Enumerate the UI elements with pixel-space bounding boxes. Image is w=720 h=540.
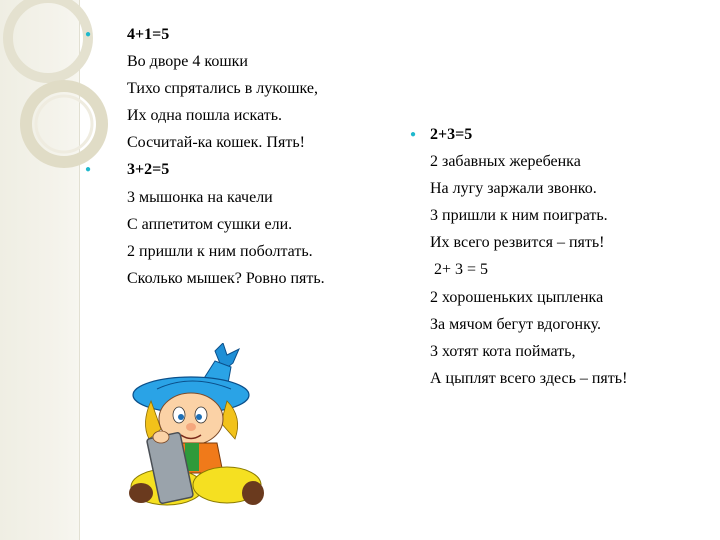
poem2-line: 3 мышонка на качели bbox=[127, 188, 273, 206]
poem3-line: А цыплят всего здесь – пять! bbox=[430, 369, 628, 387]
poem1-line: Во дворе 4 кошки bbox=[127, 53, 248, 71]
poem3-line: На лугу заржали звонко. bbox=[430, 180, 597, 198]
poem2-line: С аппетитом сушки ели. bbox=[127, 215, 293, 233]
bullet-icon: ● bbox=[85, 29, 92, 40]
gnome-illustration bbox=[127, 343, 264, 512]
poem1-line: Тихо спрятались в лукошке, bbox=[127, 80, 319, 98]
poem1-line: Сосчитай-ка кошек. Пять! bbox=[127, 134, 305, 152]
poem3-line: За мячом бегут вдогонку. bbox=[430, 315, 602, 333]
poem3-line: 3 пришли к ним поиграть. bbox=[430, 207, 608, 225]
poem3-line: 2 забавных жеребенка bbox=[430, 153, 581, 171]
poem2-line: 2 пришли к ним поболтать. bbox=[127, 242, 313, 260]
right-column bbox=[410, 121, 628, 392]
poem3-line: 3 хотят кота поймать, bbox=[430, 342, 576, 360]
left-column bbox=[85, 21, 325, 292]
poem3-line: Их всего резвится – пять! bbox=[430, 234, 605, 252]
bullet-icon: ● bbox=[410, 129, 417, 140]
poem2-heading: ● 3+2=5 bbox=[105, 156, 325, 183]
bullet-icon: ● bbox=[85, 164, 92, 176]
decorative-rings bbox=[0, 0, 120, 230]
poem2-line: Сколько мышек? Ровно пять. bbox=[127, 269, 325, 287]
poem3-line: 2 хорошеньких цыпленка bbox=[430, 288, 604, 306]
poem1-line: Их одна пошла искать. bbox=[127, 107, 283, 125]
poem1-heading: ● 4+1=5 bbox=[105, 21, 325, 48]
poem3-heading: ● 2+3=5 bbox=[408, 121, 627, 148]
poem3-line: 2+ 3 = 5 bbox=[430, 261, 489, 279]
